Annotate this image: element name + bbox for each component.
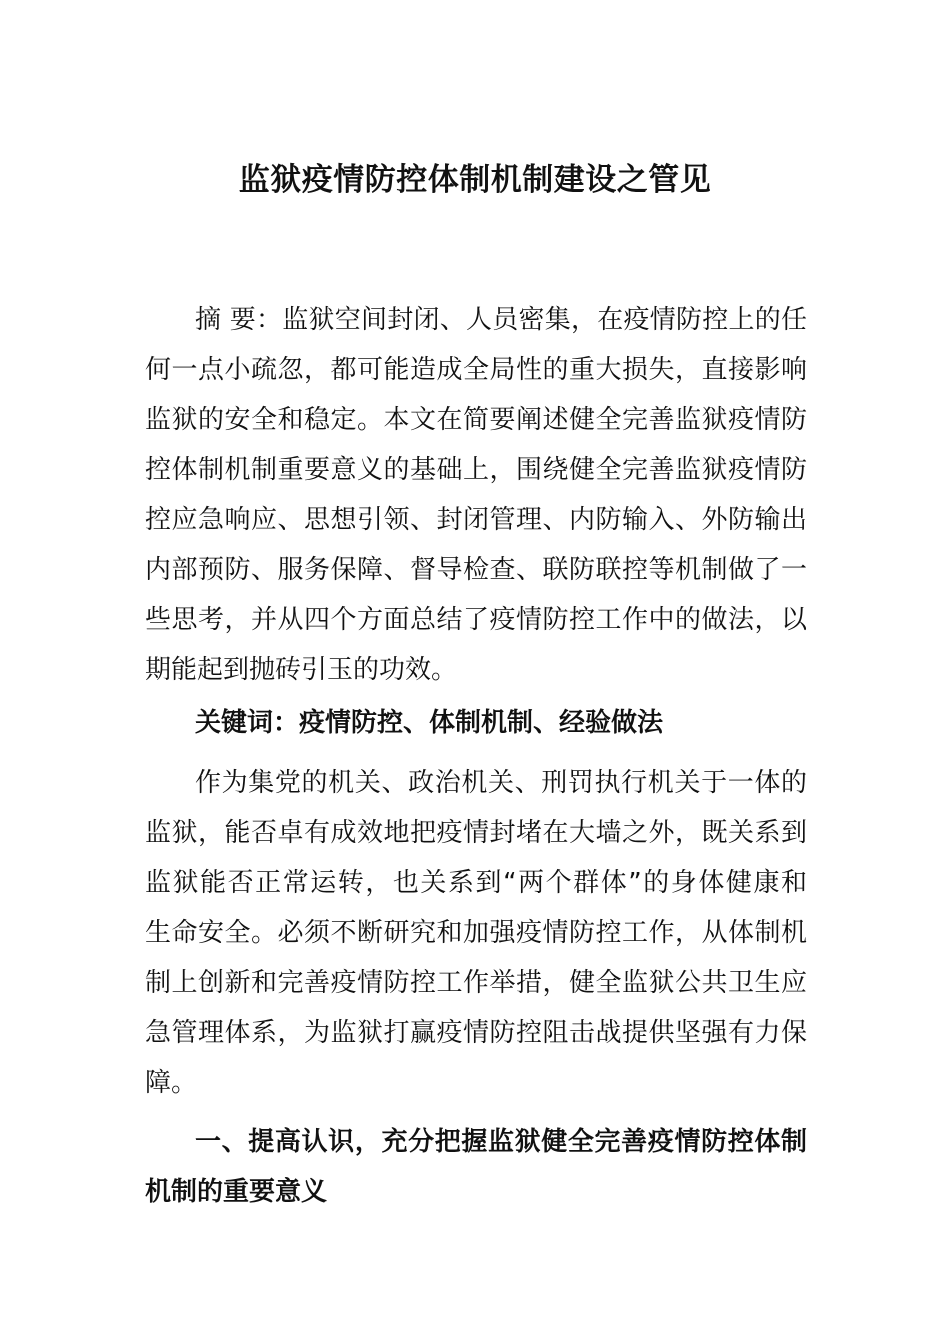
document-title: 监狱疫情防控体制机制建设之管见 [238,162,712,198]
keywords-line: 关键词：疫情防控、体制机制、经验做法 [195,708,664,738]
abstract-line: 摘 要：监狱空间封闭、人员密集，在疫情防控上的任 [195,305,807,335]
abstract-line: 监狱的安全和稳定。本文在简要阐述健全完善监狱疫情防 [145,405,807,435]
abstract-line: 期能起到抛砖引玉的功效。 [145,655,458,685]
abstract-line: 控应急响应、思想引领、封闭管理、内防输入、外防输出 [145,505,807,535]
intro-line: 监狱，能否卓有成效地把疫情封堵在大墙之外，既关系到 [145,818,807,848]
intro-line: 作为集党的机关、政治机关、刑罚执行机关于一体的 [195,768,807,798]
intro-line: 监狱能否正常运转，也关系到“两个群体”的身体健康和 [145,868,807,898]
abstract-line: 何一点小疏忽，都可能造成全局性的重大损失，直接影响 [145,355,807,385]
intro-line: 急管理体系，为监狱打赢疫情防控阻击战提供坚强有力保 [145,1018,807,1048]
intro-line: 障。 [145,1068,198,1098]
abstract-line: 控体制机制重要意义的基础上，围绕健全完善监狱疫情防 [145,455,807,485]
section-heading-line: 一、提高认识，充分把握监狱健全完善疫情防控体制 [195,1127,807,1157]
intro-line: 制上创新和完善疫情防控工作举措，健全监狱公共卫生应 [145,968,807,998]
intro-line: 生命安全。必须不断研究和加强疫情防控工作，从体制机 [145,918,807,948]
abstract-line: 些思考，并从四个方面总结了疫情防控工作中的做法，以 [145,605,807,635]
section-heading-line: 机制的重要意义 [145,1177,328,1207]
abstract-line: 内部预防、服务保障、督导检查、联防联控等机制做了一 [145,555,807,585]
